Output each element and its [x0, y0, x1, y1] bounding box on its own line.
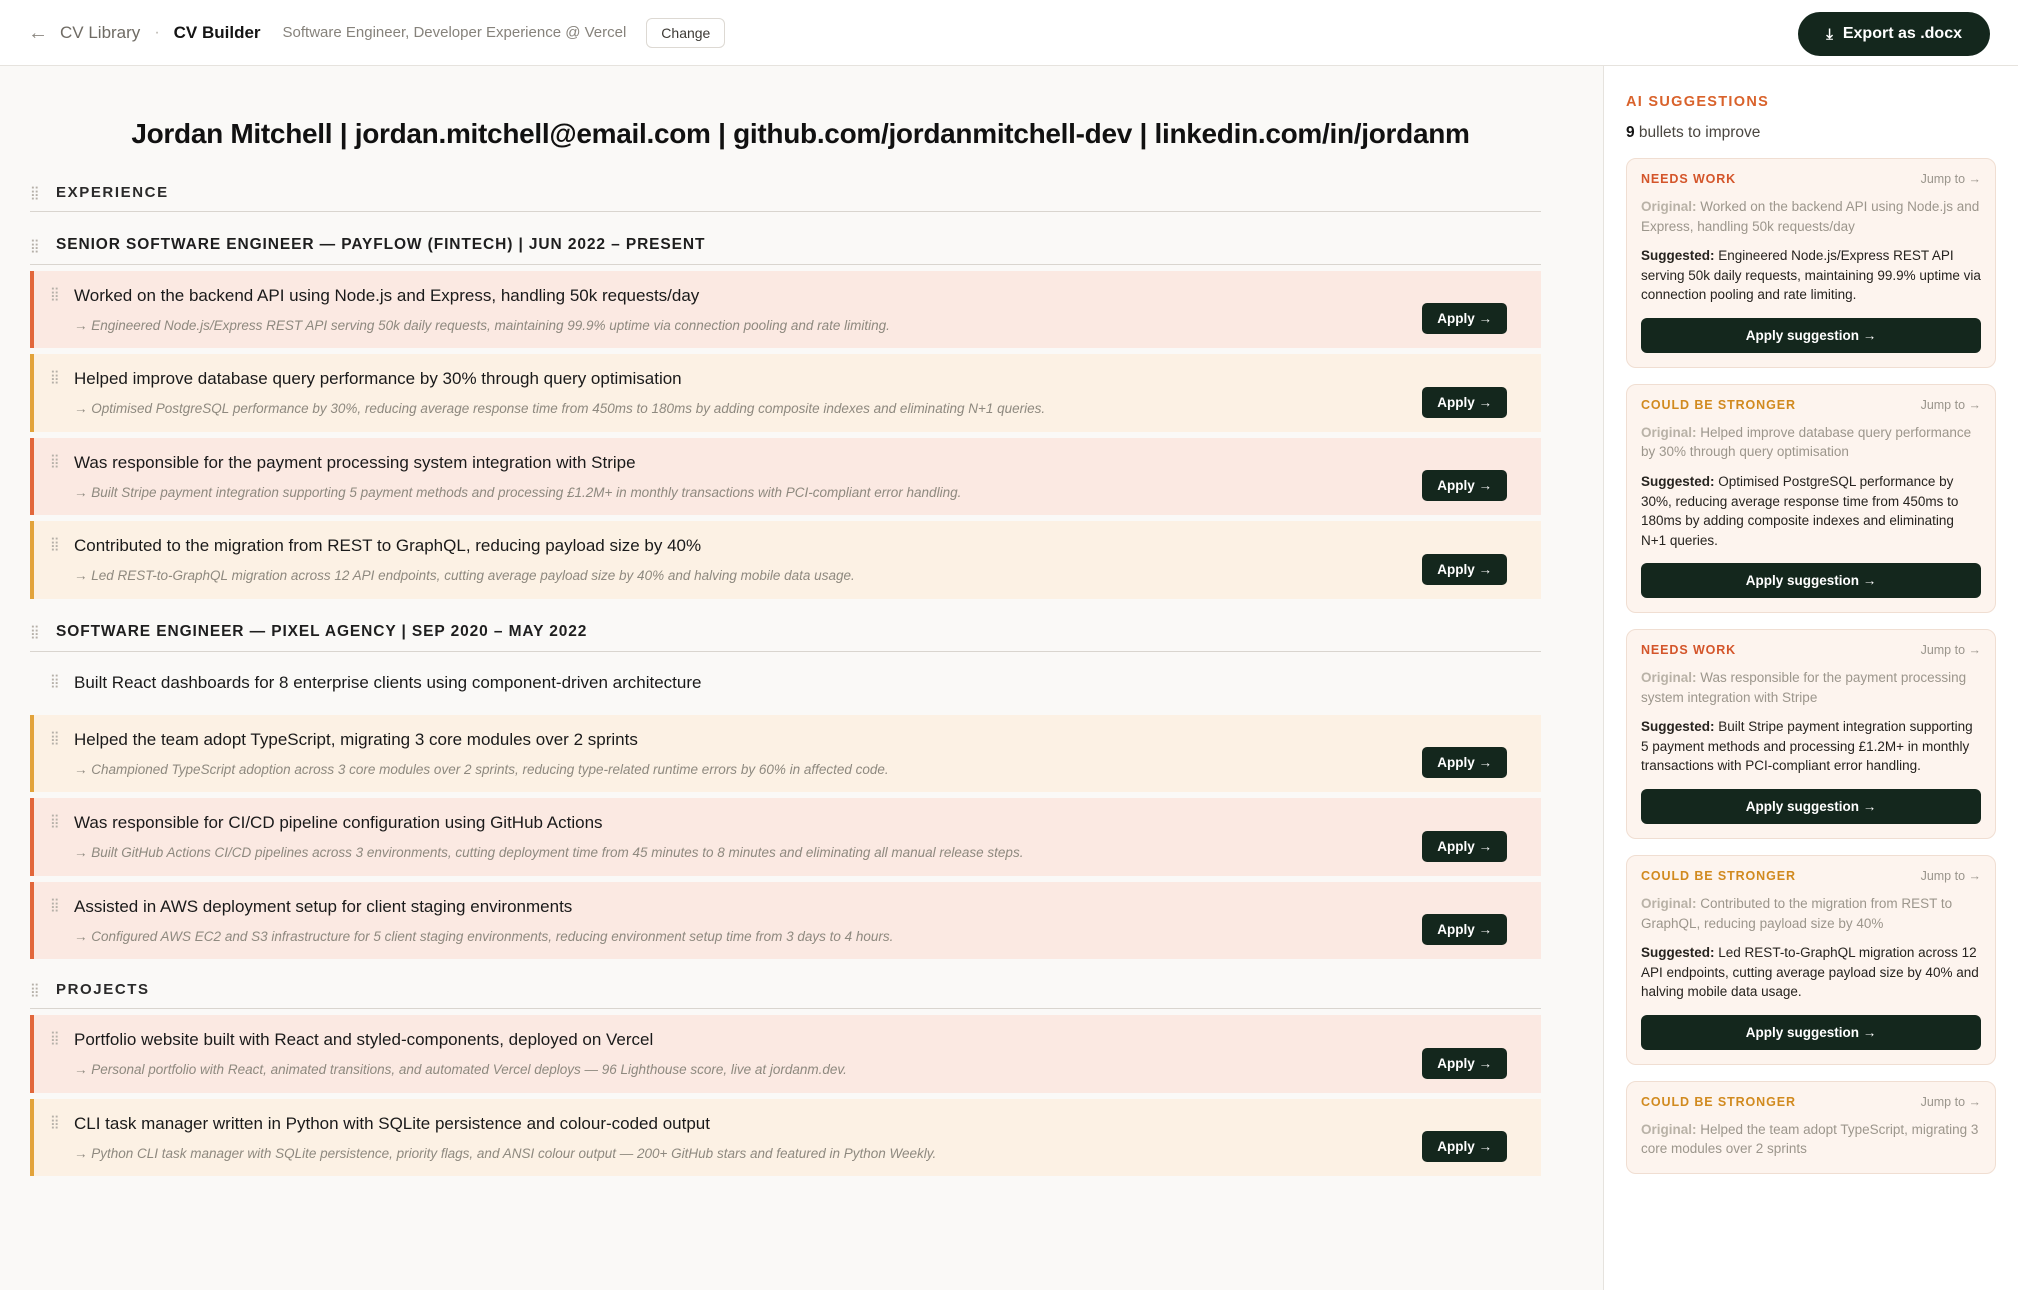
suggestion-card-header [1641, 643, 1981, 657]
suggestion-card[interactable] [1626, 629, 1996, 839]
apply-suggestion-button[interactable]: Apply suggestion → [1641, 789, 1981, 824]
suggestion-original [1641, 423, 1981, 462]
ai-count-suffix: bullets to improve [1634, 124, 1761, 141]
job-title: SENIOR SOFTWARE ENGINEER — PAYFLOW (FINTECH) | JUN 2022 – PRESENT [56, 236, 706, 253]
drag-handle-icon[interactable]: ⣿ [50, 1030, 61, 1046]
apply-suggestion-button[interactable]: Apply suggestion → [1641, 318, 1981, 353]
apply-suggestion-button[interactable]: Apply suggestion → [1641, 563, 1981, 598]
status-badge: COULD BE STRONGER [1641, 397, 1796, 412]
bullet-item[interactable] [30, 1099, 1541, 1176]
drag-handle-icon[interactable]: ⣿ [50, 813, 61, 829]
drag-handle-icon[interactable]: ⣿ [30, 982, 41, 998]
apply-suggestion-button[interactable]: Apply suggestion → [1641, 1015, 1981, 1050]
drag-handle-icon[interactable]: ⣿ [50, 452, 61, 468]
bullet-text: Was responsible for CI/CD pipeline configuration using GitHub Actions [74, 813, 603, 833]
drag-handle-icon[interactable]: ⣿ [50, 1113, 61, 1129]
suggested-text: Built Stripe payment integration supporting 5 payment methods and processing £1.2M+ in monthly transactions with PCI-compliant error handling. [1641, 719, 1973, 774]
bullet-text: Worked on the backend API using Node.js and Express, handling 50k requests/day [74, 286, 700, 305]
bullet-text: Portfolio website built with React and styled-components, deployed on Vercel [74, 1030, 654, 1050]
suggestion-card[interactable] [1626, 384, 1996, 613]
bullet-text: Helped improve database query performance by 30% through query optimisation [74, 369, 682, 389]
apply-button[interactable]: Apply → [1422, 831, 1507, 862]
bullet-text: Was responsible for the payment processing system integration with Stripe [74, 452, 636, 472]
suggestion-suggested [1641, 717, 1981, 776]
apply-button[interactable]: Apply → [1422, 303, 1507, 334]
drag-handle-icon[interactable]: ⣿ [50, 286, 61, 301]
bullet-item[interactable] [30, 271, 1541, 348]
status-badge: COULD BE STRONGER [1641, 1094, 1796, 1109]
suggested-label: Suggested: [1641, 473, 1715, 489]
arrow-left-icon[interactable]: ← [28, 21, 48, 44]
suggestion-original [1641, 197, 1981, 236]
job-header [30, 236, 1541, 265]
suggestion-card-header [1641, 172, 1981, 186]
top-bar [0, 0, 2018, 66]
bullet-suggestion: → Engineered Node.js/Express REST API serving 50k daily requests, maintaining 99.9% uptime via connection pooling and rate limiting. [74, 317, 890, 333]
bullet-text: CLI task manager written in Python with SQLite persistence and colour-coded output [74, 1113, 710, 1133]
drag-handle-icon[interactable]: ⣿ [50, 896, 61, 912]
bullet-text: Helped the team adopt TypeScript, migrating 3 core modules over 2 sprints [74, 729, 638, 749]
suggested-text: Optimised PostgreSQL performance by 30%, reducing average response time from 450ms to 180ms by adding composite indexes and eliminating N+1 queries. [1641, 473, 1959, 548]
bullet-text: Assisted in AWS deployment setup for client staging environments [74, 896, 573, 916]
bullet-item[interactable] [30, 798, 1541, 875]
breadcrumb-separator: · [154, 23, 160, 41]
bullet-item[interactable] [30, 882, 1541, 959]
apply-button[interactable]: Apply → [1422, 1131, 1507, 1162]
bullet-suggestion: → Python CLI task manager with SQLite persistence, priority flags, and ANSI colour output — 200+ GitHub stars and featured in Python Weekly. [74, 1145, 937, 1161]
section-header-projects [30, 981, 1541, 1009]
suggestion-card-header [1641, 398, 1981, 412]
drag-handle-icon[interactable]: ⣿ [30, 624, 41, 640]
suggestion-card-header [1641, 869, 1981, 883]
original-text: Was responsible for the payment processing system integration with Stripe [1641, 670, 1967, 705]
original-text: Worked on the backend API using Node.js and Express, handling 50k requests/day [1641, 199, 1980, 234]
suggestion-suggested [1641, 246, 1981, 305]
suggested-label: Suggested: [1641, 945, 1715, 961]
change-job-button[interactable]: Change [646, 18, 725, 48]
bullet-suggestion: → Built Stripe payment integration supporting 5 payment methods and processing £1.2M+ in monthly transactions with PCI-compliant error handling. [74, 484, 962, 500]
suggestion-suggested [1641, 943, 1981, 1002]
suggestion-original [1641, 1120, 1981, 1159]
ai-suggestions-count [1626, 124, 1996, 142]
suggested-text: Led REST-to-GraphQL migration across 12 API endpoints, cutting average payload size by 40% and halving mobile data usage. [1641, 945, 1979, 1000]
bullet-item[interactable] [30, 438, 1541, 515]
drag-handle-icon[interactable]: ⣿ [30, 185, 41, 200]
ai-count-number: 9 [1626, 124, 1635, 141]
section-title: PROJECTS [56, 981, 150, 999]
job-header [30, 623, 1541, 652]
original-label: Original: [1641, 199, 1697, 214]
suggested-text: Engineered Node.js/Express REST API serving 50k daily requests, maintaining 99.9% uptime via connection pooling and rate limiting. [1641, 248, 1981, 303]
suggestion-original [1641, 668, 1981, 707]
drag-handle-icon[interactable]: ⣿ [30, 237, 41, 253]
suggestion-suggested [1641, 472, 1981, 550]
apply-button[interactable]: Apply → [1422, 1048, 1507, 1079]
suggestion-original [1641, 894, 1981, 933]
bullet-item[interactable] [30, 521, 1541, 598]
status-badge: NEEDS WORK [1641, 172, 1737, 186]
bullet-suggestion: → Optimised PostgreSQL performance by 30%, reducing average response time from 450ms to 180ms by adding composite indexes and eliminating N+1 queries. [74, 401, 1046, 417]
bullet-suggestion: → Championed TypeScript adoption across 3 core modules over 2 sprints, reducing type-related runtime errors by 60% in affected code. [74, 761, 889, 777]
bullet-text: Contributed to the migration from REST to GraphQL, reducing payload size by 40% [74, 536, 702, 556]
suggestion-card[interactable] [1626, 158, 1996, 368]
original-label: Original: [1641, 424, 1697, 440]
jump-to-link[interactable]: Jump to → [1920, 643, 1981, 658]
status-badge: NEEDS WORK [1641, 643, 1737, 658]
jump-to-link[interactable]: Jump to → [1920, 869, 1981, 883]
bullet-suggestion: → Built GitHub Actions CI/CD pipelines across 3 environments, cutting deployment time from 45 minutes to 8 minutes and eliminating all manual release steps. [74, 845, 1024, 861]
bullet-item[interactable] [30, 658, 1541, 709]
original-text: Helped the team adopt TypeScript, migrating 3 core modules over 2 sprints [1641, 1121, 1979, 1157]
drag-handle-icon[interactable]: ⣿ [50, 729, 61, 745]
page-title: CV Builder [173, 22, 261, 42]
apply-button[interactable]: Apply → [1422, 470, 1507, 501]
job-title: SOFTWARE ENGINEER — PIXEL AGENCY | SEP 2020 – MAY 2022 [56, 622, 588, 640]
original-label: Original: [1641, 1121, 1697, 1137]
breadcrumb-cv-library[interactable]: CV Library [60, 22, 141, 42]
ai-suggestions-panel [1603, 66, 2018, 1290]
export-docx-button[interactable] [1798, 12, 1990, 56]
suggestion-card[interactable] [1626, 1081, 1996, 1174]
apply-button[interactable]: Apply → [1422, 747, 1507, 778]
export-docx-label: Export as .docx [1842, 25, 1962, 42]
original-text: Contributed to the migration from REST to GraphQL, reducing payload size by 40% [1641, 896, 1953, 931]
original-label: Original: [1641, 670, 1697, 686]
drag-handle-icon[interactable]: ⣿ [50, 672, 61, 688]
bullet-suggestion: → Personal portfolio with React, animated transitions, and automated Vercel deploys — 96 Lighthouse score, live at jordanm.dev. [74, 1062, 847, 1078]
drag-handle-icon[interactable]: ⣿ [50, 536, 61, 552]
jump-to-link[interactable]: Jump to → [1920, 397, 1981, 412]
ai-suggestions-title: AI SUGGESTIONS [1626, 94, 1770, 110]
bullet-suggestion: → Led REST-to-GraphQL migration across 12 API endpoints, cutting average payload size by 40% and halving mobile data usage. [74, 568, 855, 584]
bullet-item[interactable] [30, 354, 1541, 431]
original-text: Helped improve database query performance by 30% through query optimisation [1641, 424, 1972, 460]
suggestion-card-header [1641, 1095, 1981, 1109]
jump-to-link[interactable]: Jump to → [1920, 1094, 1981, 1109]
bullet-item[interactable] [30, 715, 1541, 792]
suggested-label: Suggested: [1641, 719, 1715, 735]
apply-button[interactable]: Apply → [1422, 387, 1507, 418]
job-context-label: Software Engineer, Developer Experience @ Vercel [282, 24, 627, 41]
jump-to-link[interactable]: Jump to → [1920, 172, 1981, 186]
cv-contact-header: Jordan Mitchell | jordan.mitchell@email.com | github.com/jordanmitchell-dev | linkedin.com/in/jordanm [131, 118, 1470, 149]
suggestion-card[interactable] [1626, 855, 1996, 1065]
download-icon: ⤓ [1826, 25, 1833, 43]
section-header-experience [30, 184, 1541, 212]
suggested-label: Suggested: [1641, 248, 1715, 264]
bullet-text: Built React dashboards for 8 enterprise clients using component-driven architecture [74, 672, 702, 692]
drag-handle-icon[interactable]: ⣿ [50, 369, 61, 385]
status-badge: COULD BE STRONGER [1641, 869, 1796, 883]
section-title: EXPERIENCE [56, 184, 169, 201]
bullet-item[interactable] [30, 1015, 1541, 1092]
cv-document-pane [0, 66, 1603, 1290]
apply-button[interactable]: Apply → [1422, 554, 1507, 585]
original-label: Original: [1641, 896, 1697, 911]
apply-button[interactable]: Apply → [1422, 914, 1507, 945]
bullet-suggestion: → Configured AWS EC2 and S3 infrastructure for 5 client staging environments, reducing environment setup time from 3 days to 4 hours. [74, 928, 894, 944]
